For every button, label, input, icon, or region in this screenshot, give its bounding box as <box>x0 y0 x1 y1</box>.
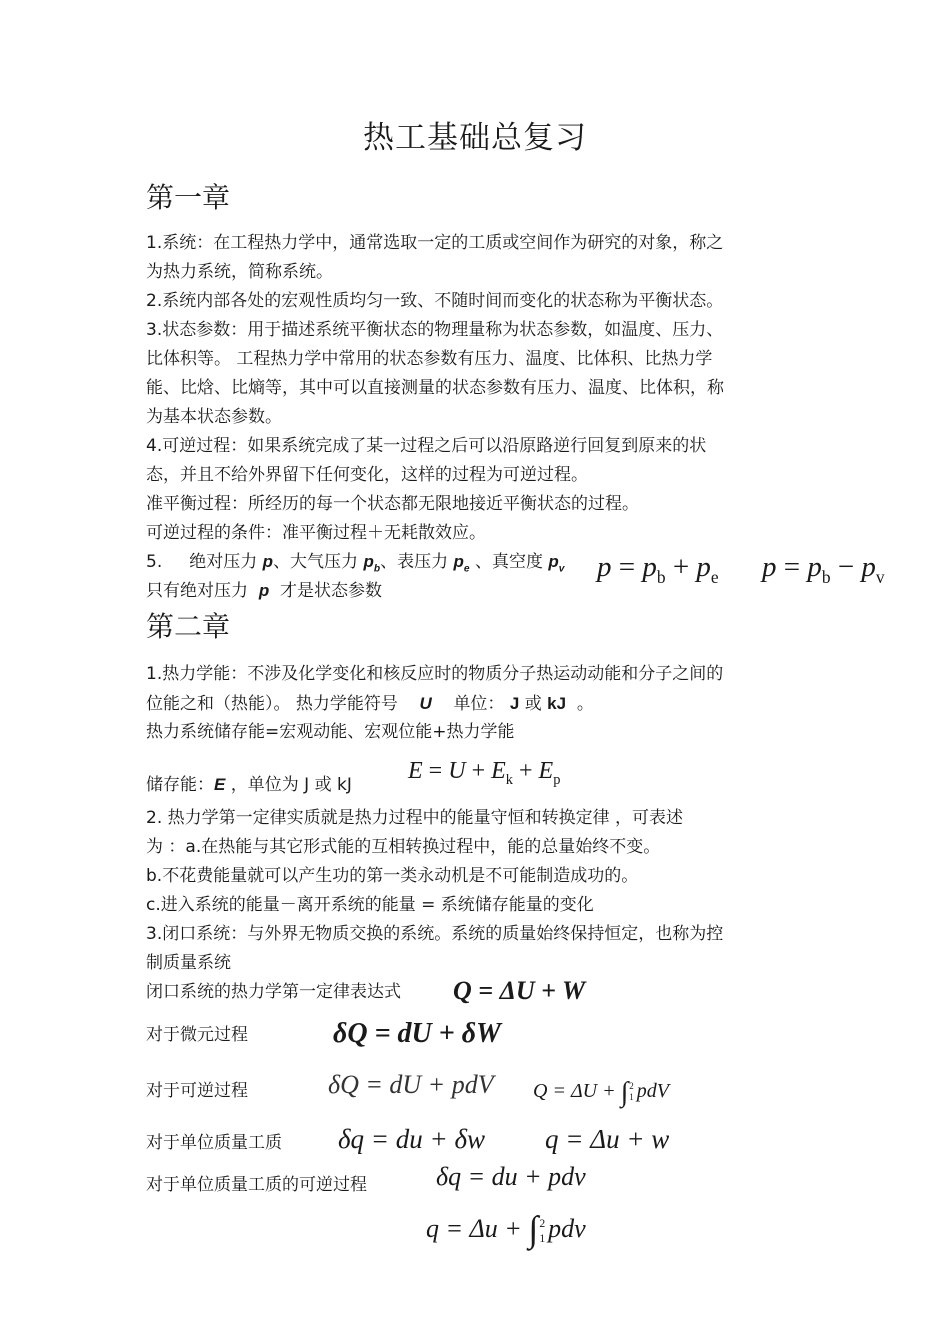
ch2-line-2: 位能之和（热能）。 热力学能符号 U 单位： J 或 kJ 。 <box>146 694 594 714</box>
equation-absolute-gauge: $p = p_b + p_e$ <box>597 551 719 587</box>
equation-reversible-integral: Q = ΔU + ∫2 1 pdV <box>533 1077 670 1108</box>
ch2-line-14: 对于单位质量工质 <box>146 1133 282 1153</box>
ch2-line-6: 为 ：a.在热能与其它形式能的互相转换过程中，能的总量始终不变。 <box>146 837 661 857</box>
item5-symbol-p: p <box>262 552 274 571</box>
ch1-line-4: 3.状态参数：用于描述系统平衡状态的物理量称为状态参数，如温度、压力、 <box>146 320 724 340</box>
ch1-line-6: 能、比焓、比熵等，其中可以直接测量的状态参数有压力、温度、比体积，称 <box>146 378 724 398</box>
equation-unit-mass-differential: δq = du + δw <box>338 1124 486 1154</box>
ch1-line-3: 2.系统内部各处的宏观性质均匀一致、不随时间而变化的状态称为平衡状态。 <box>146 291 724 311</box>
item5-number: 5. <box>146 552 163 572</box>
ch2-line-11: 闭口系统的热力学第一定律表达式 <box>146 982 401 1002</box>
ch1-line-9: 态，并且不给外界留下任何变化，这样的过程为可逆过程。 <box>146 465 588 485</box>
equation-reversible-differential: δQ = dU + pdV <box>328 1070 494 1099</box>
ch2-line-4: 储存能：E ，单位为 J 或 kJ <box>146 775 352 795</box>
ch2-line-12: 对于微元过程 <box>146 1025 248 1045</box>
ch1-line-2: 为热力系统，简称系统。 <box>146 262 333 282</box>
chapter-2-heading: 第二章 <box>146 610 231 643</box>
ch2-line-7: b.不花费能量就可以产生功的第一类永动机是不可能制造成功的。 <box>146 866 639 886</box>
equation-unit-reversible-integral: q = Δu + ∫2 1 pdv <box>426 1209 586 1249</box>
item5-text-vacuum: 、真空度 <box>474 552 543 572</box>
ch2-line-13: 对于可逆过程 <box>146 1081 248 1101</box>
symbol-U: U <box>419 694 432 713</box>
ch2-line-8: c.进入系统的能量－离开系统的能量 = 系统储存能量的变化 <box>146 895 594 915</box>
ch1-item-5-note: 只有绝对压力 p 才是状态参数 <box>146 581 383 601</box>
ch1-line-10: 准平衡过程：所经历的每一个状态都无限地接近平衡状态的过程。 <box>146 494 639 514</box>
chapter-1-heading: 第一章 <box>146 181 231 214</box>
ch1-line-8: 4.可逆过程：如果系统完成了某一过程之后可以沿原路逆行回复到原来的状 <box>146 436 707 456</box>
equation-stored-energy: $E = U + E_k + E_p$ <box>408 758 561 788</box>
ch2-line-15: 对于单位质量工质的可逆过程 <box>146 1175 367 1195</box>
item5-text-absolute: 绝对压力 <box>189 552 258 572</box>
ch2-line-3: 热力系统储存能=宏观动能、宏观位能+热力学能 <box>146 722 515 742</box>
item5-text-atm: 、大气压力 <box>273 552 359 572</box>
item5-symbol-pe: $p_e$ <box>453 552 470 575</box>
item5-symbol-pb: $p_b$ <box>363 552 381 575</box>
equation-unit-mass-total: q = Δu + w <box>545 1124 670 1154</box>
equation-closed-system: Q = ΔU + W <box>453 976 586 1005</box>
note-symbol-p: p <box>258 581 270 600</box>
item5-symbol-pv: $p_v$ <box>548 552 565 575</box>
ch1-line-1: 1.系统：在工程热力学中，通常选取一定的工质或空间作为研究的对象，称之 <box>146 233 724 253</box>
equation-absolute-vacuum: $p = p_b - p_v$ <box>762 551 885 587</box>
page-title: 热工基础总复习 <box>363 120 587 156</box>
item5-text-gauge: 、表压力 <box>380 552 449 572</box>
equation-unit-reversible-differential: δq = du + pdv <box>436 1162 586 1191</box>
ch2-line-5: 2. 热力学第一定律实质就是热力过程中的能量守恒和转换定律 ，可表述 <box>146 808 684 828</box>
ch2-line-10: 制质量系统 <box>146 953 231 973</box>
ch2-line-1: 1.热力学能：不涉及化学变化和核反应时的物质分子热运动动能和分子之间的 <box>146 664 724 684</box>
equation-micro-process: δQ = dU + δW <box>333 1018 501 1049</box>
ch2-line-9: 3.闭口系统：与外界无物质交换的系统。系统的质量始终保持恒定，也称为控 <box>146 924 724 944</box>
ch1-line-5: 比体积等。 工程热力学中常用的状态参数有压力、温度、比体积、比热力学 <box>146 349 713 369</box>
ch1-line-11: 可逆过程的条件：准平衡过程＋无耗散效应。 <box>146 523 486 543</box>
ch1-line-7: 为基本状态参数。 <box>146 407 282 427</box>
